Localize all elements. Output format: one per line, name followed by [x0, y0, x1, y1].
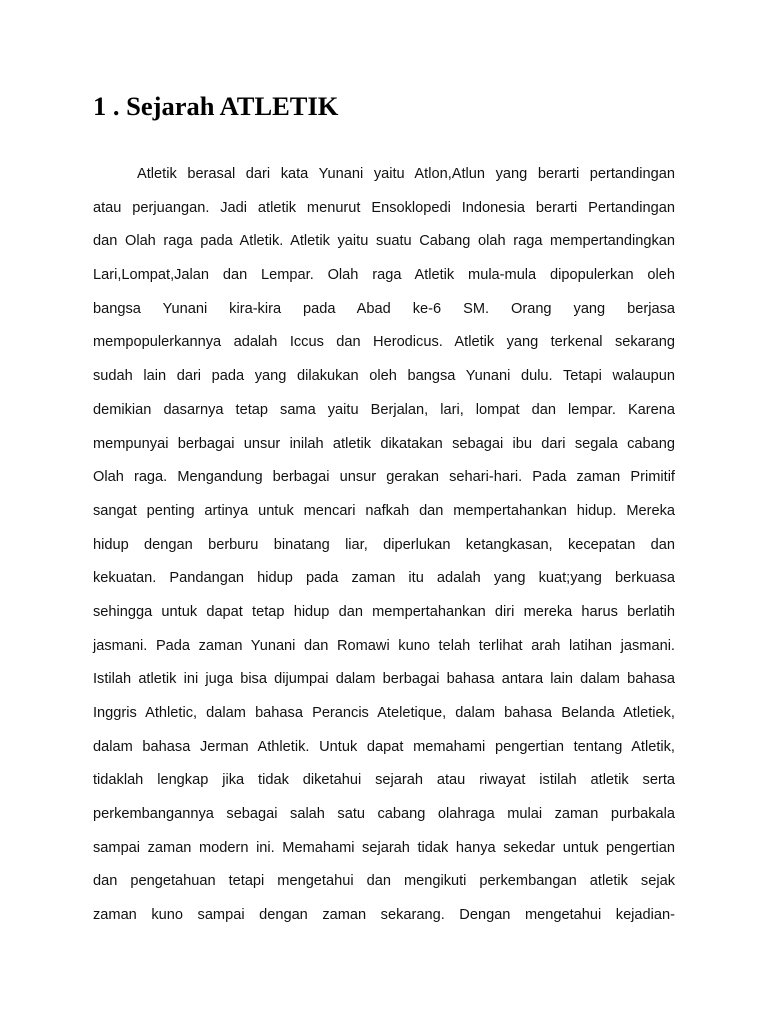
- paragraph-line: atau perjuangan. Jadi atletik menurut Ensoklopedi Indonesia berarti Pertandingan: [93, 199, 675, 216]
- paragraph-line: bangsa Yunani kira-kira pada Abad ke-6 SM. Orang yang berjasa: [93, 300, 675, 317]
- paragraph-line: dan Olah raga pada Atletik. Atletik yaitu suatu Cabang olah raga mempertandingkan: [93, 233, 675, 250]
- paragraph-line: Istilah atletik ini juga bisa dijumpai dalam berbagai bahasa antara lain dalam bahasa: [93, 671, 675, 688]
- paragraph-line: demikian dasarnya tetap sama yaitu Berjalan, lari, lompat dan lempar. Karena: [93, 401, 675, 418]
- paragraph-line: hidup dengan berburu binatang liar, diperlukan ketangkasan, kecepatan dan: [93, 536, 675, 553]
- paragraph-line: tidaklah lengkap jika tidak diketahui sejarah atau riwayat istilah atletik serta: [93, 772, 675, 789]
- paragraph-line: kekuatan. Pandangan hidup pada zaman itu adalah yang kuat;yang berkuasa: [93, 570, 675, 587]
- paragraph-line: dalam bahasa Jerman Athletik. Untuk dapat memahami pengertian tentang Atletik,: [93, 738, 675, 755]
- paragraph-line: mempopulerkannya adalah Iccus dan Herodicus. Atletik yang terkenal sekarang: [93, 334, 675, 351]
- paragraph-line: sampai zaman modern ini. Memahami sejarah tidak hanya sekedar untuk pengertian: [93, 839, 675, 856]
- paragraph-line: dan pengetahuan tetapi mengetahui dan mengikuti perkembangan atletik sejak: [93, 873, 675, 890]
- body-paragraph: [93, 158, 675, 933]
- paragraph-line: mempunyai berbagai unsur inilah atletik dikatakan sebagai ibu dari segala cabang: [93, 435, 675, 452]
- paragraph-line: Inggris Athletic, dalam bahasa Perancis Ateletique, dalam bahasa Belanda Atletiek,: [93, 705, 675, 721]
- paragraph-line: Atletik berasal dari kata Yunani yaitu Atlon,Atlun yang berarti pertandingan: [137, 166, 675, 182]
- section-heading: 1 . Sejarah ATLETIK: [93, 91, 339, 121]
- paragraph-line: sudah lain dari pada yang dilakukan oleh bangsa Yunani dulu. Tetapi walaupun: [93, 368, 675, 385]
- paragraph-line: Olah raga. Mengandung berbagai unsur gerakan sehari-hari. Pada zaman Primitif: [93, 469, 675, 486]
- paragraph-line: sangat penting artinya untuk mencari nafkah dan mempertahankan hidup. Mereka: [93, 502, 675, 519]
- paragraph-line: sehingga untuk dapat tetap hidup dan mempertahankan diri mereka harus berlatih: [93, 603, 675, 620]
- paragraph-line: Lari,Lompat,Jalan dan Lempar. Olah raga Atletik mula-mula dipopulerkan oleh: [93, 267, 675, 284]
- paragraph-line: perkembangannya sebagai salah satu cabang olahraga mulai zaman purbakala: [93, 806, 675, 823]
- paragraph-line: zaman kuno sampai dengan zaman sekarang. Dengan mengetahui kejadian-: [93, 907, 675, 924]
- paragraph-line: jasmani. Pada zaman Yunani dan Romawi kuno telah terlihat arah latihan jasmani.: [93, 637, 675, 654]
